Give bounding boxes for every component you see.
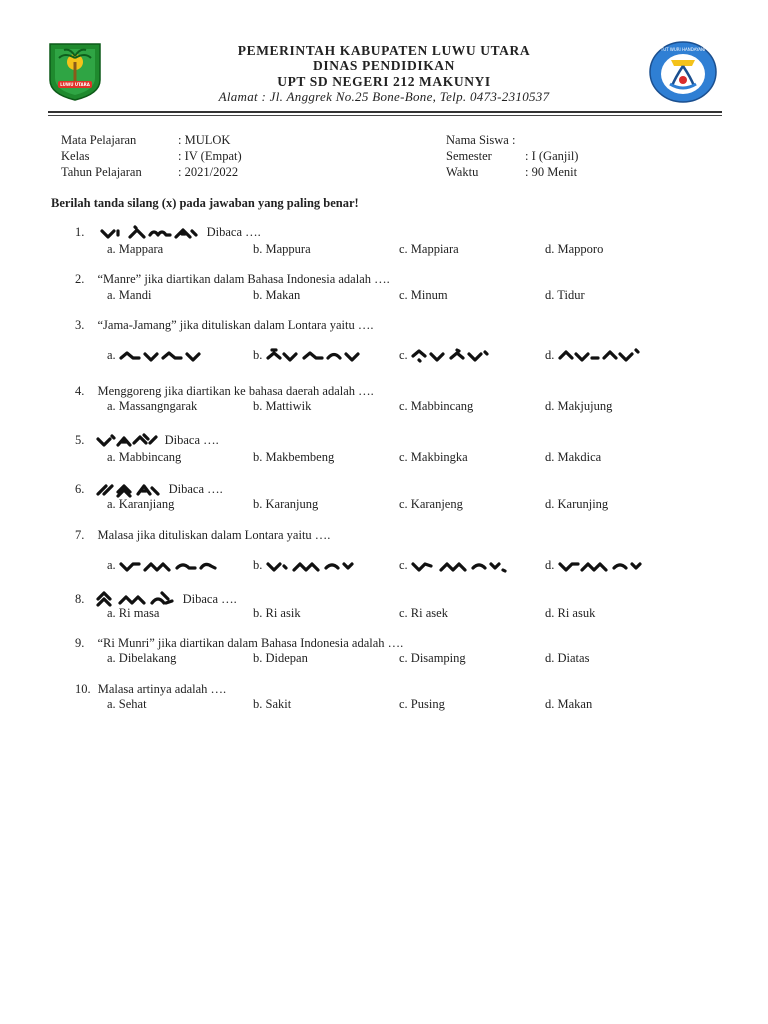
q3-option-d[interactable]: [545, 348, 662, 364]
option-letter: c.: [399, 558, 408, 572]
option-letter: c.: [399, 348, 408, 362]
subject-value: : MULOK: [178, 133, 231, 147]
lontara-script-icon: [411, 558, 515, 574]
q1-option-b[interactable]: b. Mappura: [253, 242, 311, 256]
question-number: 7.: [75, 528, 85, 542]
question-7: [75, 528, 330, 543]
q3-option-c[interactable]: [399, 348, 515, 364]
q3-option-a[interactable]: [107, 348, 223, 364]
q9-option-d[interactable]: d. Diatas: [545, 651, 590, 665]
question-9: [75, 636, 403, 651]
q8-option-d[interactable]: d. Ri asuk: [545, 606, 596, 620]
right-logo-text: TUT WURI HANDAYANI: [660, 47, 706, 52]
question-5: [75, 433, 219, 449]
question-6: [75, 482, 223, 498]
question-number: 8.: [75, 591, 85, 606]
question-3: [75, 318, 373, 333]
lontara-script-icon: [119, 558, 223, 574]
q4-option-a[interactable]: a. Massangngarak: [107, 399, 198, 413]
q8-option-c[interactable]: c. Ri asek: [399, 606, 448, 620]
question-number: 3.: [75, 318, 85, 332]
q4-option-d[interactable]: d. Makjujung: [545, 399, 613, 413]
question-text: Malasa jika dituliskan dalam Lontara yaitu ….: [97, 528, 331, 542]
semester-label: Semester: [446, 149, 492, 163]
question-number: 9.: [75, 636, 85, 650]
question-number: 6.: [75, 482, 85, 496]
question-1: [75, 225, 261, 241]
header-rule-top: [48, 111, 722, 113]
q10-option-a[interactable]: a. Sehat: [107, 697, 147, 711]
question-10: [75, 682, 226, 697]
time-label: Waktu: [446, 165, 479, 179]
q1-option-d[interactable]: d. Mapporo: [545, 242, 604, 256]
header-line2: DINAS PENDIDIKAN: [313, 58, 455, 73]
option-letter: b.: [253, 348, 263, 362]
q7-option-c[interactable]: [399, 558, 515, 574]
year-value: : 2021/2022: [178, 165, 239, 179]
q8-option-b[interactable]: b. Ri asik: [253, 606, 301, 620]
lontara-script-icon: [558, 558, 654, 574]
question-2: [75, 272, 390, 287]
question-4: [75, 384, 374, 399]
q3-option-b[interactable]: [253, 348, 376, 364]
right-logo: [648, 40, 718, 104]
lontara-script-icon: [558, 348, 662, 364]
left-logo-text: LUWU UTARA: [60, 82, 90, 87]
option-letter: b.: [253, 558, 263, 572]
q9-option-b[interactable]: b. Didepan: [253, 651, 308, 665]
question-number: 1.: [75, 225, 85, 239]
semester-value: : I (Ganjil): [525, 149, 579, 163]
question-text: “Jama-Jamang” jika dituliskan dalam Lontara yaitu ….: [97, 318, 374, 332]
q2-option-b[interactable]: b. Makan: [253, 288, 301, 302]
lontara-script-icon: [266, 558, 362, 574]
q2-option-d[interactable]: d. Tidur: [545, 288, 585, 302]
lontara-script-icon: [266, 348, 376, 364]
question-text: Malasa artinya adalah ….: [97, 682, 227, 696]
q4-option-c[interactable]: c. Mabbincang: [399, 399, 474, 413]
question-text: Dibaca ….: [164, 433, 219, 447]
lontara-script-icon: [96, 433, 162, 449]
option-letter: d.: [545, 348, 555, 362]
lontara-script-icon: [100, 225, 204, 241]
q5-option-a[interactable]: a. Mabbincang: [107, 450, 182, 464]
question-number: 10.: [75, 682, 91, 696]
time-value: : 90 Menit: [525, 165, 578, 179]
q10-option-c[interactable]: c. Pusing: [399, 697, 445, 711]
question-text: Dibaca ….: [182, 591, 237, 606]
q5-option-b[interactable]: b. Makbembeng: [253, 450, 335, 464]
question-text: “Ri Munri” jika diartikan dalam Bahasa Indonesia adalah ….: [97, 636, 404, 650]
option-letter: a.: [107, 348, 116, 362]
lontara-script-icon: [119, 348, 223, 364]
q5-option-c[interactable]: c. Makbingka: [399, 450, 468, 464]
q7-option-a[interactable]: [107, 558, 223, 574]
class-value: : IV (Empat): [178, 149, 242, 163]
question-text: Dibaca ….: [168, 482, 223, 496]
option-letter: d.: [545, 558, 555, 572]
subject-label: Mata Pelajaran: [61, 133, 137, 147]
q6-option-d[interactable]: d. Karunjing: [545, 497, 609, 511]
year-label: Tahun Pelajaran: [61, 165, 142, 179]
q9-option-c[interactable]: c. Disamping: [399, 651, 466, 665]
question-number: 2.: [75, 272, 85, 286]
instruction: Berilah tanda silang (x) pada jawaban yang paling benar!: [51, 196, 359, 210]
header-line3: UPT SD NEGERI 212 MAKUNYI: [277, 74, 491, 89]
header-address: Alamat : Jl. Anggrek No.25 Bone-Bone, Telp. 0473-2310537: [218, 89, 550, 104]
q4-option-b[interactable]: b. Mattiwik: [253, 399, 312, 413]
q2-option-c[interactable]: c. Minum: [399, 288, 448, 302]
q5-option-d[interactable]: d. Makdica: [545, 450, 602, 464]
header-rule-bottom: [48, 115, 722, 116]
question-number: 4.: [75, 384, 85, 398]
question-number: 5.: [75, 433, 85, 447]
q7-option-b[interactable]: [253, 558, 362, 574]
option-letter: a.: [107, 558, 116, 572]
q10-option-b[interactable]: b. Sakit: [253, 697, 292, 711]
header-line1: PEMERINTAH KABUPATEN LUWU UTARA: [237, 43, 531, 58]
q6-option-b[interactable]: b. Karanjung: [253, 497, 319, 511]
q1-option-c[interactable]: c. Mappiara: [399, 242, 459, 256]
question-text: Dibaca ….: [206, 225, 261, 239]
class-label: Kelas: [61, 149, 90, 163]
lontara-script-icon: [96, 482, 166, 498]
question-text: Menggoreng jika diartikan ke bahasa daerah adalah ….: [97, 384, 374, 398]
q1-option-a[interactable]: a. Mappara: [107, 242, 164, 256]
question-text: “Manre” jika diartikan dalam Bahasa Indonesia adalah ….: [97, 272, 390, 286]
q6-option-c[interactable]: c. Karanjeng: [399, 497, 463, 511]
lontara-script-icon: [411, 348, 515, 364]
q6-option-a[interactable]: a. Karanjiang: [107, 497, 175, 511]
q10-option-d[interactable]: d. Makan: [545, 697, 593, 711]
q2-option-a[interactable]: a. Mandi: [107, 288, 152, 302]
q7-option-d[interactable]: [545, 558, 654, 574]
student-name-label: Nama Siswa :: [446, 133, 516, 147]
q8-option-a[interactable]: a. Ri masa: [107, 606, 160, 620]
q9-option-a[interactable]: a. Dibelakang: [107, 651, 177, 665]
